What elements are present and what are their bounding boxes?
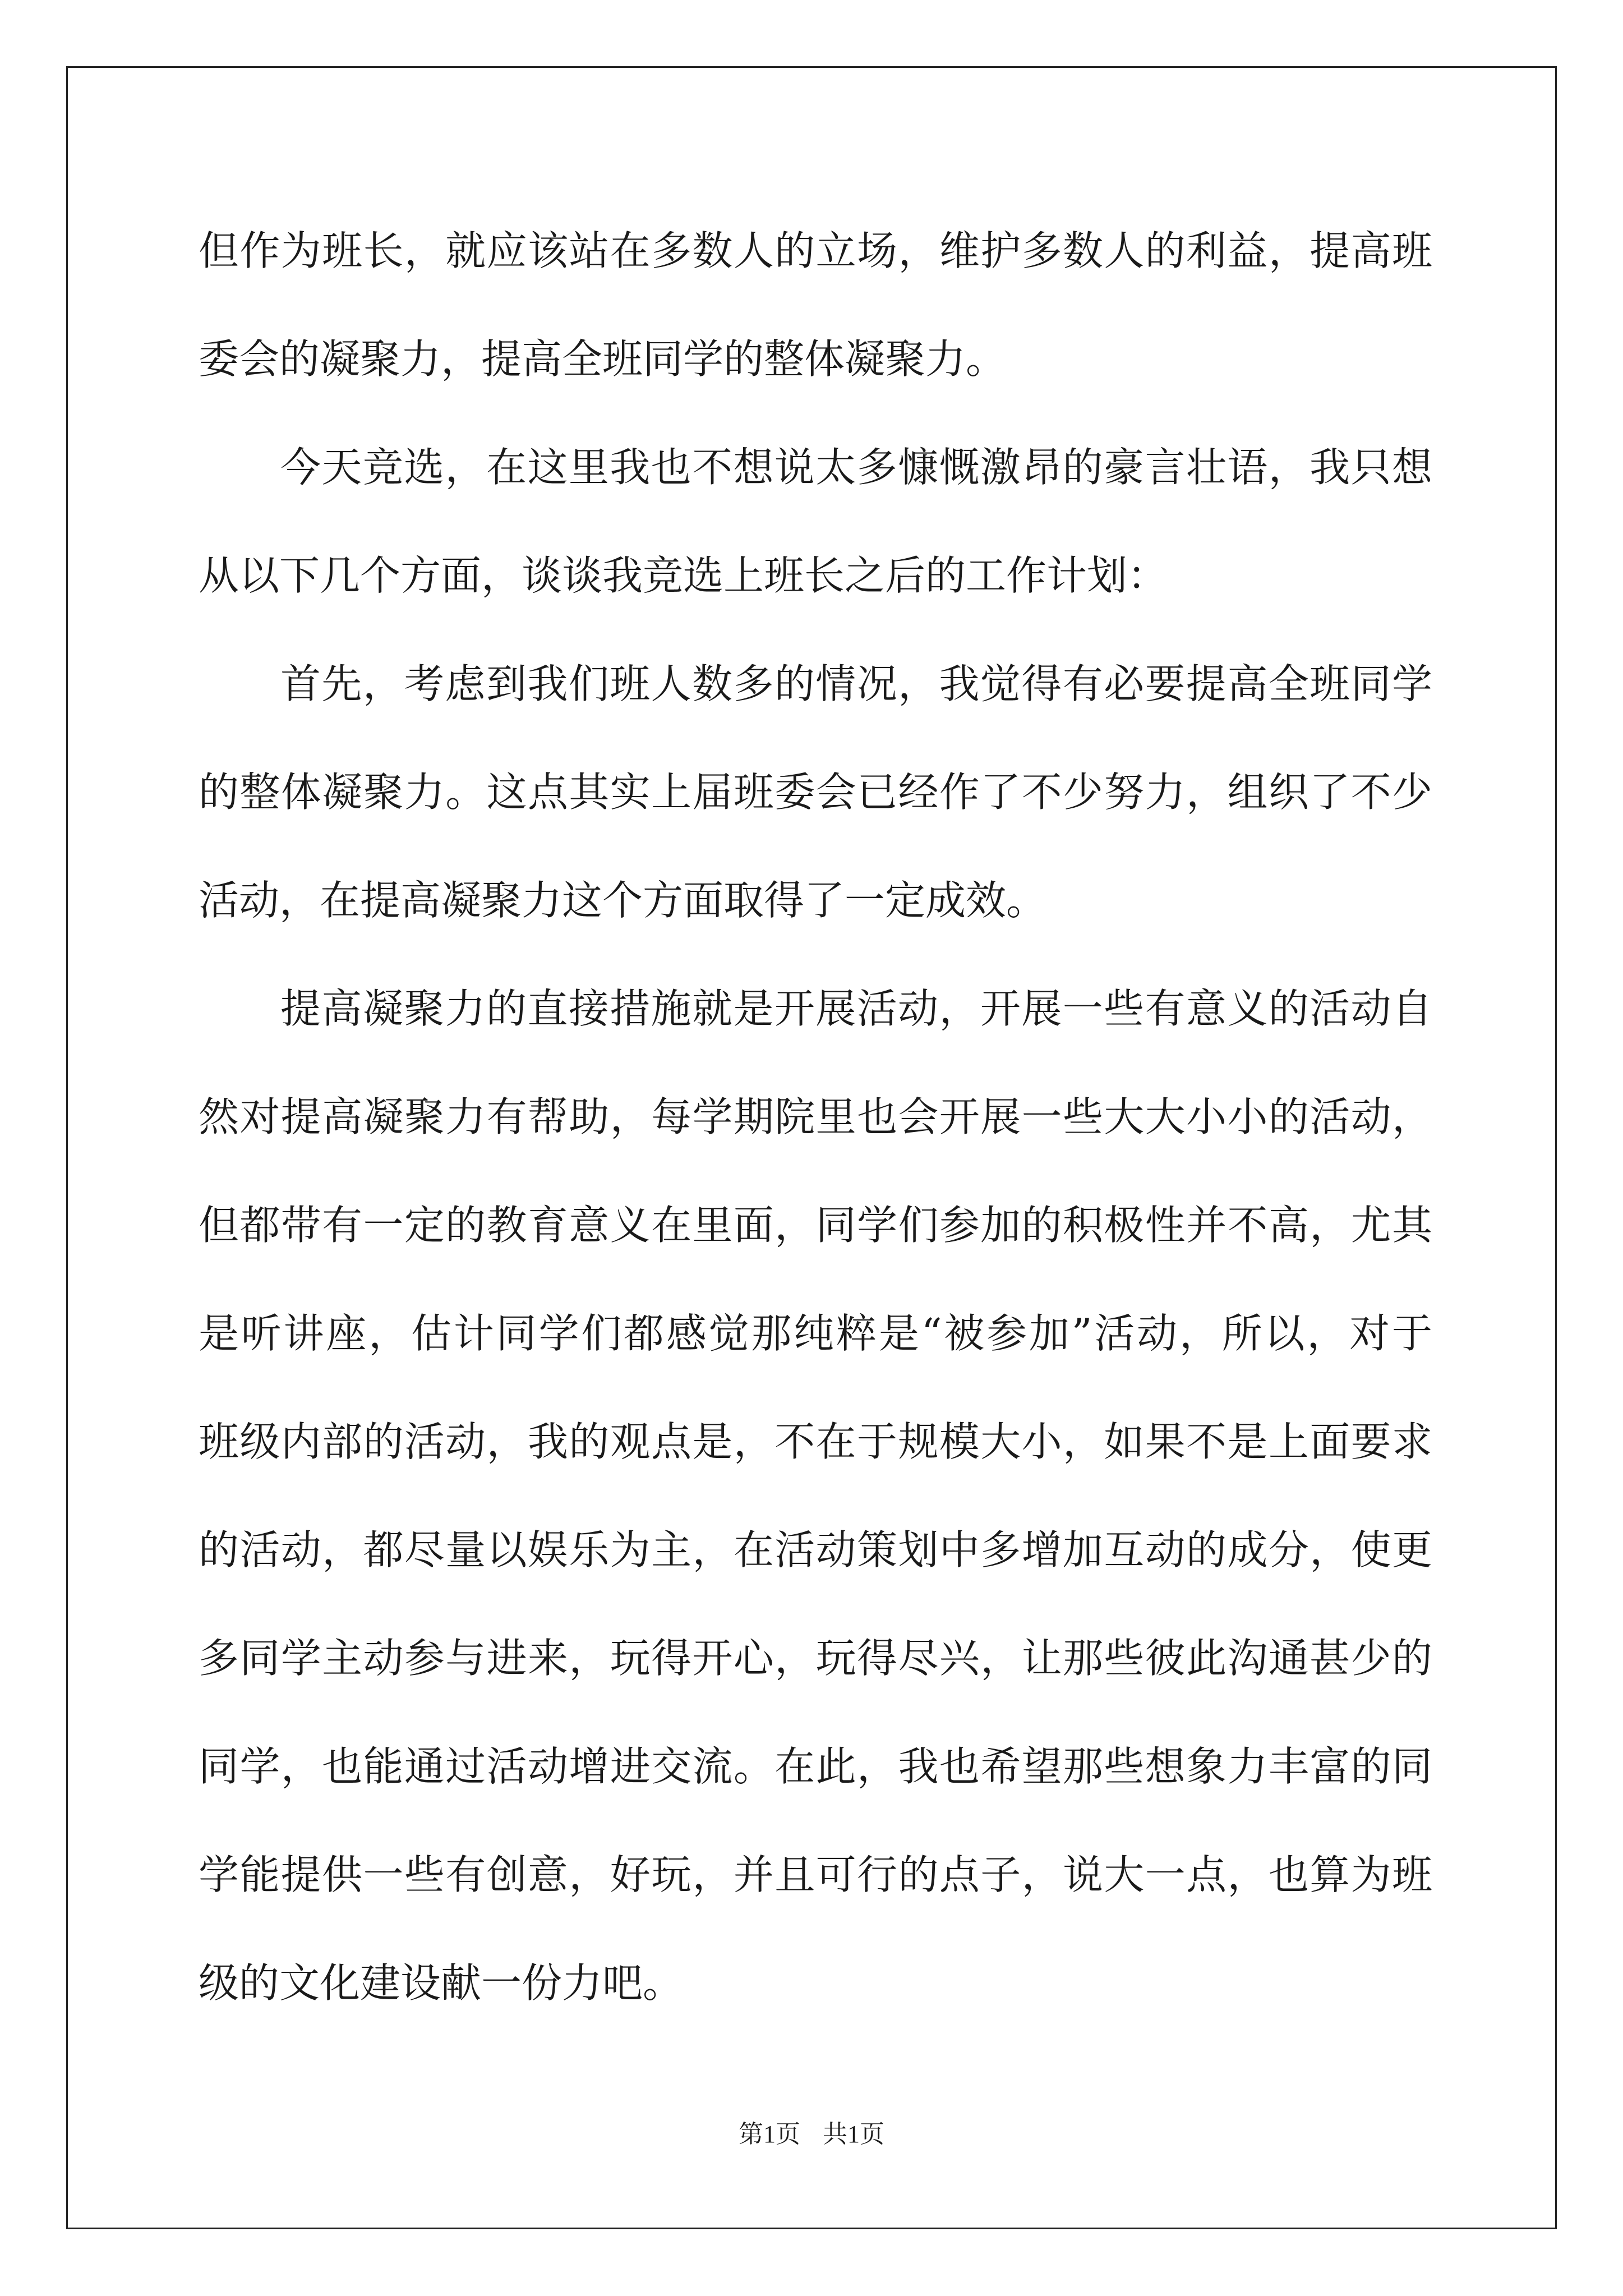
text-line: 活动，在提高凝聚力这个方面取得了一定成效。 bbox=[199, 877, 1047, 924]
text-line: 班级内部的活动，我的观点是，不在于规模大小，如果不是上面要求 bbox=[199, 1418, 1432, 1465]
text-line: 从以下几个方面，谈谈我竞选上班长之后的工作计划： bbox=[199, 552, 1168, 599]
text-line: 提高凝聚力的直接措施就是开展活动，开展一些有意义的活动自 bbox=[280, 985, 1432, 1032]
text-line: 然对提高凝聚力有帮助，每学期院里也会开展一些大大小小的活动， bbox=[199, 1093, 1432, 1140]
page-number-current: 第1页 bbox=[739, 2120, 800, 2148]
text-line: 学能提供一些有创意，好玩，并且可行的点子，说大一点，也算为班 bbox=[199, 1851, 1432, 1898]
text-line: 是听讲座，估计同学们都感觉那纯粹是“被参加”活动，所以，对于 bbox=[199, 1310, 1432, 1357]
page-footer bbox=[0, 2114, 1623, 2150]
text-line: 委会的凝聚力，提高全班同学的整体凝聚力。 bbox=[199, 335, 1007, 383]
text-line: 但都带有一定的教育意义在里面，同学们参加的积极性并不高，尤其 bbox=[199, 1202, 1432, 1249]
page-number-total: 共1页 bbox=[823, 2120, 884, 2148]
text-line: 首先，考虑到我们班人数多的情况，我觉得有必要提高全班同学 bbox=[280, 660, 1432, 707]
text-line: 同学，也能通过活动增进交流。在此，我也希望那些想象力丰富的同 bbox=[199, 1743, 1432, 1790]
text-line: 多同学主动参与进来，玩得开心，玩得尽兴，让那些彼此沟通甚少的 bbox=[199, 1635, 1432, 1682]
text-line: 今天竞选，在这里我也不想说太多慷慨激昂的豪言壮语，我只想 bbox=[280, 444, 1432, 491]
text-line: 级的文化建设献一份力吧。 bbox=[199, 1959, 684, 2007]
text-line: 的活动，都尽量以娱乐为主，在活动策划中多增加互动的成分，使更 bbox=[199, 1526, 1432, 1573]
document-body bbox=[199, 209, 1432, 2049]
text-line: 但作为班长，就应该站在多数人的立场，维护多数人的利益，提高班 bbox=[199, 227, 1432, 274]
text-line: 的整体凝聚力。这点其实上届班委会已经作了不少努力，组织了不少 bbox=[199, 769, 1432, 816]
